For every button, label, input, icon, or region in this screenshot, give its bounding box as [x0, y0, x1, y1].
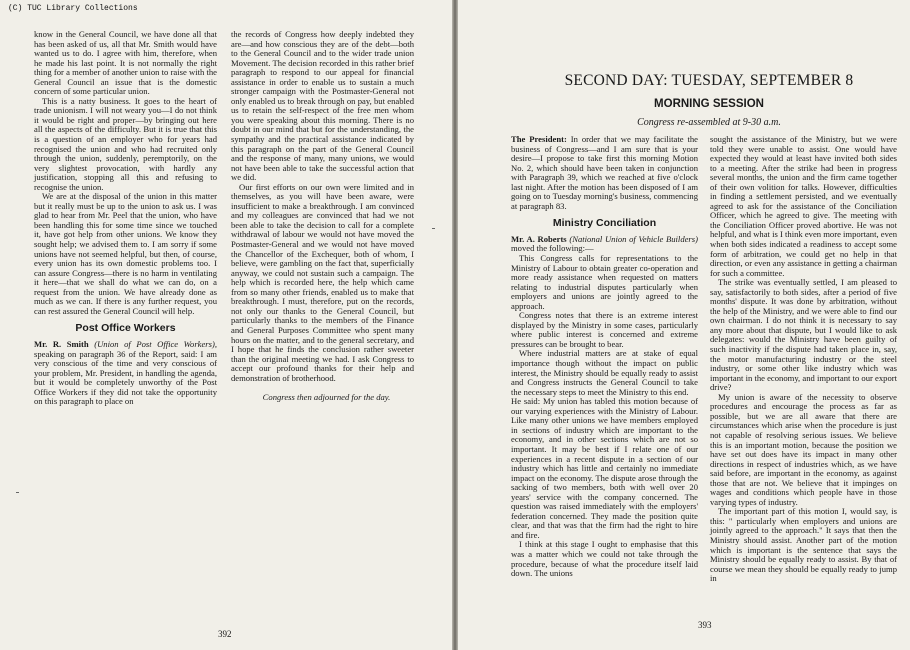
- paragraph: We are at the disposal of the union in this matter but it really must be up to the union to ask us. I was glad to hear from Mr. Peel that the union, who have been handling this for some time since we touched it, have got help from other unions. We know they sought help; we advised them to. I am sorry if some unions have not seemed helpful, but then, of course, every union has its own domestic problems too. I can assure Congress—there is no harm in ventilating it here—that we shall do what we can do, on a request from the union. We have already done as much as we can. If there is any further request, you can rest assured the General Council will help.: [34, 191, 217, 316]
- paragraph: I think at this stage I ought to emphasise that this was a matter which we could not take through the procedure, because of what the procedure itself laid down. The unions: [511, 539, 698, 579]
- left-column-1: [34, 30, 217, 407]
- paragraph: Our first efforts on our own were limited and in themselves, as you will have been aware, were insufficient to make a breakthrough. I am convinced and my colleagues are convinced that had we not been able to take the decision to call for a complete withdrawal of labour we would not have moved the Postmaster-General and we would not have moved the Chancellor of the Exchequer, both of whom, I believe, were gambling on the fact that, superficially anyway, we could not sustain such a campaign. The help which is recorded here, the help which came from so many other friends, enabled us to make that breakthrough. I must, therefore, put on the records, not only our thanks to the General Council, but particularly thanks to the members of the Finance and General Purposes Committee who spent many hours on the matter, and to the general secretary, and I hope that he finds the conclusion rather sweeter than the original meeting we had. I ask Congress to accept our profound thanks for their help and demonstration of brotherhood.: [231, 181, 414, 383]
- motion-paragraph: This Congress calls for representations to the Ministry of Labour to obtain greater co-operation and more ready assistance when requested on matters relating to industrial disputes particularly when employers and unions are jointly agreed to the approach.: [511, 253, 698, 311]
- paragraph: He said: My union has tabled this motion because of our varying experiences with the Ministry of Labour. Like many other unions we have members employed in sections of industry which are important to the economy, and in other sections which are not so important. It may be best if I relate one of our experiences in a recent dispute in a section of our industry which has little and certainly no immediate impact on the economy. The dispute arose through the sacking of two members, both with well over 20 years' service with the company concerned. The question was raised immediately with the employers' federation concerned. They made the position quite clear, and that was that the firm had the right to hire and fire.: [511, 396, 698, 540]
- paragraph-roberts: [511, 235, 698, 254]
- paragraph: My union is aware of the necessity to observe procedures and encourage the process as far as possible, but we are all aware that there are circumstances which arise when the procedure is just not capable of resolving serious issues. We believe this is an important motion, because the position we have set out does have its impact in many other directions in respect of industries which, as we have said before, are important in the economy, as against those that are not. We believe that it impinges on wages and conditions which people have in those varying types of industry.: [710, 391, 897, 507]
- page-number-left: 392: [218, 629, 232, 639]
- margin-mark: [16, 492, 19, 493]
- speaker-affiliation: (National Union of Vehicle Builders): [569, 233, 698, 244]
- speaker-affiliation: (Union of Post Office Workers),: [94, 338, 217, 349]
- paragraph: know in the General Council, we have done all that has been asked of us, all that Mr. Smith would have wanted us to do. I agree with him, therefore, when he made his last point. It is not normally the right thing for a member of another union to raise with the General Council an issue that is the domestic concern of some particular union.: [34, 29, 217, 97]
- motion-paragraph: Congress notes that there is an extreme interest displayed by the Ministry in some cases, particularly where public interest is concerned and extreme pressures can be brought to bear.: [511, 310, 698, 349]
- reassembled-note: Congress re-assembled at 9-30 a.m.: [637, 117, 781, 128]
- paragraph: sought the assistance of the Ministry, but we were told they were unable to assist. One would have expected they would at least have invited both sides to a meeting. After the strike had been in progress several months, the union and the firm came together of their own volition for talks. However, difficulties in finding a settlement persisted, and we eventually agreed to ask for the assistance of the Conciliation Officer, which he agreed to give. The meeting with the Conciliation Officer proved abortive. He was not helpful, and what is I think even more important, even when both sides indicated a readiness to accept some form of arbitration, we could get no help in that direction, or even any assistance in getting a chairman for such a committee.: [710, 134, 897, 278]
- paragraph-post-office: [34, 340, 217, 407]
- session-heading: MORNING SESSION: [654, 98, 764, 110]
- section-heading-ministry: Ministry Conciliation: [552, 217, 657, 230]
- adjourned-note: Congress then adjourned for the day.: [262, 392, 391, 403]
- paragraph: This is a natty business. It goes to the heart of trade unionism. I will not weary you—I do not think it would be right and proper—by bringing out here all the aspects of the difficulty. But it is true that this is a question of an employer who for years had recognised the union and who had recruited only through the union, suddenly, peremptorily, on the very slightest provocation, with hardly any justification, stopping all this and refusing to recognise the union.: [34, 95, 217, 192]
- motion-paragraph: Where industrial matters are at stake of equal importance though without the impact on public interest, the Ministry should be equally ready to assist and Congress instructs the General Council to take the necessary steps to meet the Ministry to this end.: [511, 348, 698, 397]
- right-page: [458, 0, 910, 650]
- margin-mark: [432, 228, 435, 229]
- left-column-2: [231, 30, 414, 403]
- right-column-2: [710, 135, 897, 584]
- paragraph-president: [511, 135, 698, 211]
- page-number-right: 393: [698, 620, 712, 630]
- speaker-name: Mr. R. Smith: [34, 338, 89, 349]
- left-page: [0, 0, 452, 650]
- speech-text: In order that we may facilitate the business of Congress—and I am sure that is your desire—I propose to take first this morning Motion No. 2, which should have been taken in conjunction with Paragraph 39, which we reached at five o'clock last night. After the motion has been disposed of I am going on to Tuesday morning's business, commencing at paragraph 83.: [511, 134, 698, 211]
- day-title: SECOND DAY: TUESDAY, SEPTEMBER 8: [564, 72, 854, 89]
- watermark-text: (C) TUC Library Collections: [8, 4, 138, 13]
- section-heading-post-office: Post Office Workers: [75, 322, 176, 335]
- speech-text: moved the following:—: [511, 243, 594, 254]
- right-column-1: [511, 135, 698, 579]
- paragraph: The strike was eventually settled, I am pleased to say, satisfactorily to both sides, after a period of five months' dispute. It was done by arbitration, without the help of the Ministry, and we were able to find our own chairman. I do not think it is necessary to say any more about that dispute, but I would like to ask delegates: would the Ministry have been guilty of such inactivity if the dispute had taken place in, say, the motor manufacturing industry or the steel industry, or some other like industry which was important in the economy, and important to our export drive?: [710, 277, 897, 393]
- paragraph: The important part of this motion I, would say, is this: " particularly when employers and unions are jointly agreed to the approach." It says that then the Ministry should assist. Another part of the motion which is important is the sentence that says the Ministry should be equally ready to assist. By that of course we mean they should be equally ready to jump in: [710, 506, 897, 584]
- paragraph: the records of Congress how deeply indebted they are—and how conscious they are of the debt—both to the General Council and to the wider trade union Movement. The decision recorded in this rather brief paragraph to respond to our appeal for financial assistance in order to enable us to sustain a much stronger campaign with the Postmaster-General not only enabled us to break through on pay, but enabled us to retain the self-respect of the free men whom you were speaking about this morning. There is no doubt in our mind that but for the understanding, the sympathy and the practical assistance indicated by this paragraph on the part of the General Council and the response of many, many unions, we would not have been able to take the successful action that we did.: [231, 29, 414, 183]
- speaker-name: Mr. A. Roberts: [511, 233, 567, 244]
- speaker-name: The President:: [511, 134, 567, 144]
- speech-text: speaking on paragraph 36 of the Report, said: I am very conscious of the time and very conscious of your problem, Mr. President, in handling the agenda, but it would be completely unworthy of the Post Office Workers if they did not take the opportunity on this paragraph to place on: [34, 348, 217, 407]
